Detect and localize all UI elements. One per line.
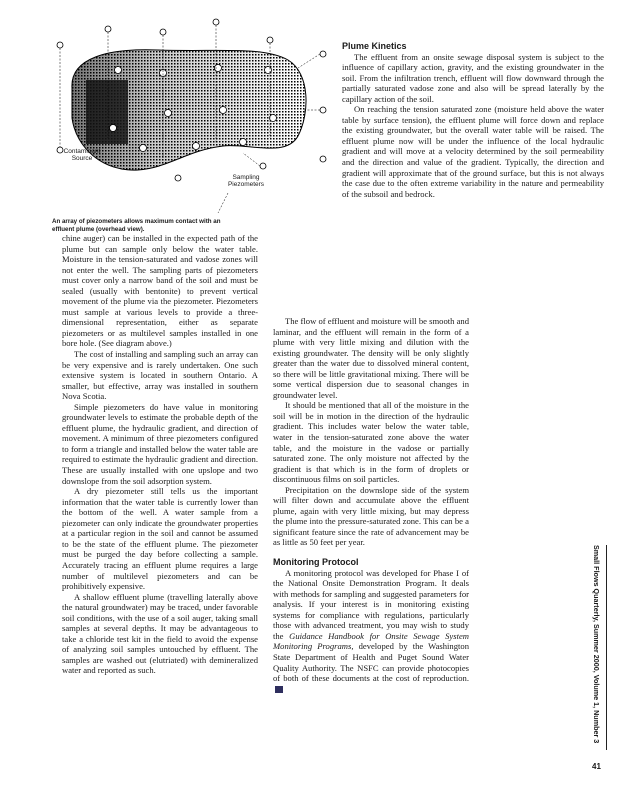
right-column-lower xyxy=(273,316,469,694)
para-kinetics-intro: The effluent from an onsite sewage disposal system is subject to the influence of capillary action, gravity, and the existing groundwater in the soil. From the infiltration trench, effluent will flow downward through the partially saturated vadose zone and also will be spread laterally by the capillary action of the soil. xyxy=(342,51,604,104)
para-left-3: Simple piezometers do have value in monitoring groundwater levels to estimate the probable depth of the effluent plume, the hydraulic gradient, and direction of movement. A minimum of three piezometers configured to form a triangle and installed below the water table are required to estimate the hydraulic gradient and direction. These are usually installed with one upslope and two downslope from the soil adsorption system. xyxy=(62,401,258,486)
plume-kinetics-section xyxy=(342,41,604,199)
end-mark-icon xyxy=(275,686,283,693)
running-footer: Small Flows Quarterly, Summer 2000, Volume 1, Number 3 xyxy=(592,545,601,744)
page-number: 41 xyxy=(592,762,601,771)
piezometer-plume-diagram xyxy=(48,18,338,218)
footer-rule xyxy=(606,545,607,750)
para-kinetics-3: The flow of effluent and moisture will be smooth and laminar, and the effluent will remain in the form of a plume with very little mixing and dilution with the existing groundwater. The density will be only slightly greater than the water due to dissolved mineral content, so there will be little gravitational mixing. There will be some vertical dispersion due to seasonal changes in groundwater level. xyxy=(273,316,469,400)
para-kinetics-4: It should be mentioned that all of the moisture in the soil will be in motion in the direction of the hydraulic gradient. This includes water below the water table, water in the tension-saturated zone above the water table, and the moisture in the vadose or partially saturated zone. The only moisture not affected by the gradient is that which is in the form of droplets or discontinuous films on soil particles. xyxy=(273,400,469,485)
figure-caption: An array of piezometers allows maximum contact with an effluent plume (overhead view). xyxy=(52,218,221,233)
para-left-1: chine auger) can be installed in the expected path of the plume but can sample only below the water table. Moisture in the tension-saturated and vadose zones will not enter the well. The sampling parts of piezometers must cover only a narrow band of the soil and must be sealed (usually with bentonite) to prevent vertical movement of the plume via the piezometer. Piezometers must sample at various levels to provide a three-dimensional representation, either as separate piezometers or as multilevel samples installed in one bore hole. (See diagram above.) xyxy=(62,233,258,349)
handbook-title: Guidance Handbook for Onsite Sewage System Monitoring Programs, xyxy=(273,630,469,652)
para-left-2: The cost of installing and sampling such an array can be very expensive and is rarely undertaken. One such extensive system is located in southern Ontario. A smaller, but effective, array was installed in southern Nova Scotia. xyxy=(62,349,258,402)
para-left-4: A dry piezometer still tells us the important information that the water table is currently lower than the bottom of the well. A water sample from a piezometer can only indicate the groundwater properties at a particular region in the soil and cannot be assumed to be the state of the effluent plume. The piezometer must be purged the day before collecting a sample. Accurately tracing an effluent plume requires a large number of multilevel piezometers and can be prohibitively expensive. xyxy=(62,486,258,592)
heading-monitoring-protocol: Monitoring Protocol xyxy=(273,557,359,568)
para-left-5: A shallow effluent plume (travelling laterally above the natural groundwater) may be traced, under favorable soil conditions, with the use of a soil auger, taking small samples at several depths. It may be advantageous to take a chloride test kit in the field to avoid the expense of analyzing soil samples untouched by effluent. The samples are washed out (elutriated) with demineralized water and reported as such. xyxy=(62,591,258,676)
label-sampling-piezometers: Sampling Piezometers xyxy=(227,174,265,188)
para-kinetics-5: Precipitation on the downslope side of the system will filter down and accumulate above the effluent plume, again with very little mixing, but may depress the plume into the pressure-saturated zone. This can be a significant feature since the rate of advancement may be as little as 50 feet per year. xyxy=(273,484,469,548)
heading-plume-kinetics: Plume Kinetics xyxy=(342,41,407,51)
para-kinetics-2: On reaching the tension saturated zone (moisture held above the water table by surface tension), the effluent plume will force down and replace the existing groundwater, but the overall water table will be raised. The effluent plume now will be under the influence of the local hydraulic gradient and will move at a velocity determined by the soil permeability and the direction and value of the gradient. Typically, the direction and gradient will approximate that of the ground surface, but this is not always the case due to the often extreme variability in the nature and permeability of the subsoil and bedrock. xyxy=(342,104,604,199)
label-contaminant-source: Contaminant Source xyxy=(63,148,101,162)
para-monitoring: A monitoring protocol was developed for Phase I of the National Onsite Demonstration Program. It deals with methods for sampling and suggested parameters for analysis. If your interest is in monitoring existing systems for compliance with regulations, particularly those with advanced treatment, you may wish to study the Guidance Handbook for Onsite Sewage System Monitoring Programs, developed by the Washington State Department of Health and Puget Sound Water Quality Authority. The NSFC can provide photocopies of both of these documents at the cost of reproduction. xyxy=(273,568,469,695)
left-column xyxy=(62,233,258,676)
